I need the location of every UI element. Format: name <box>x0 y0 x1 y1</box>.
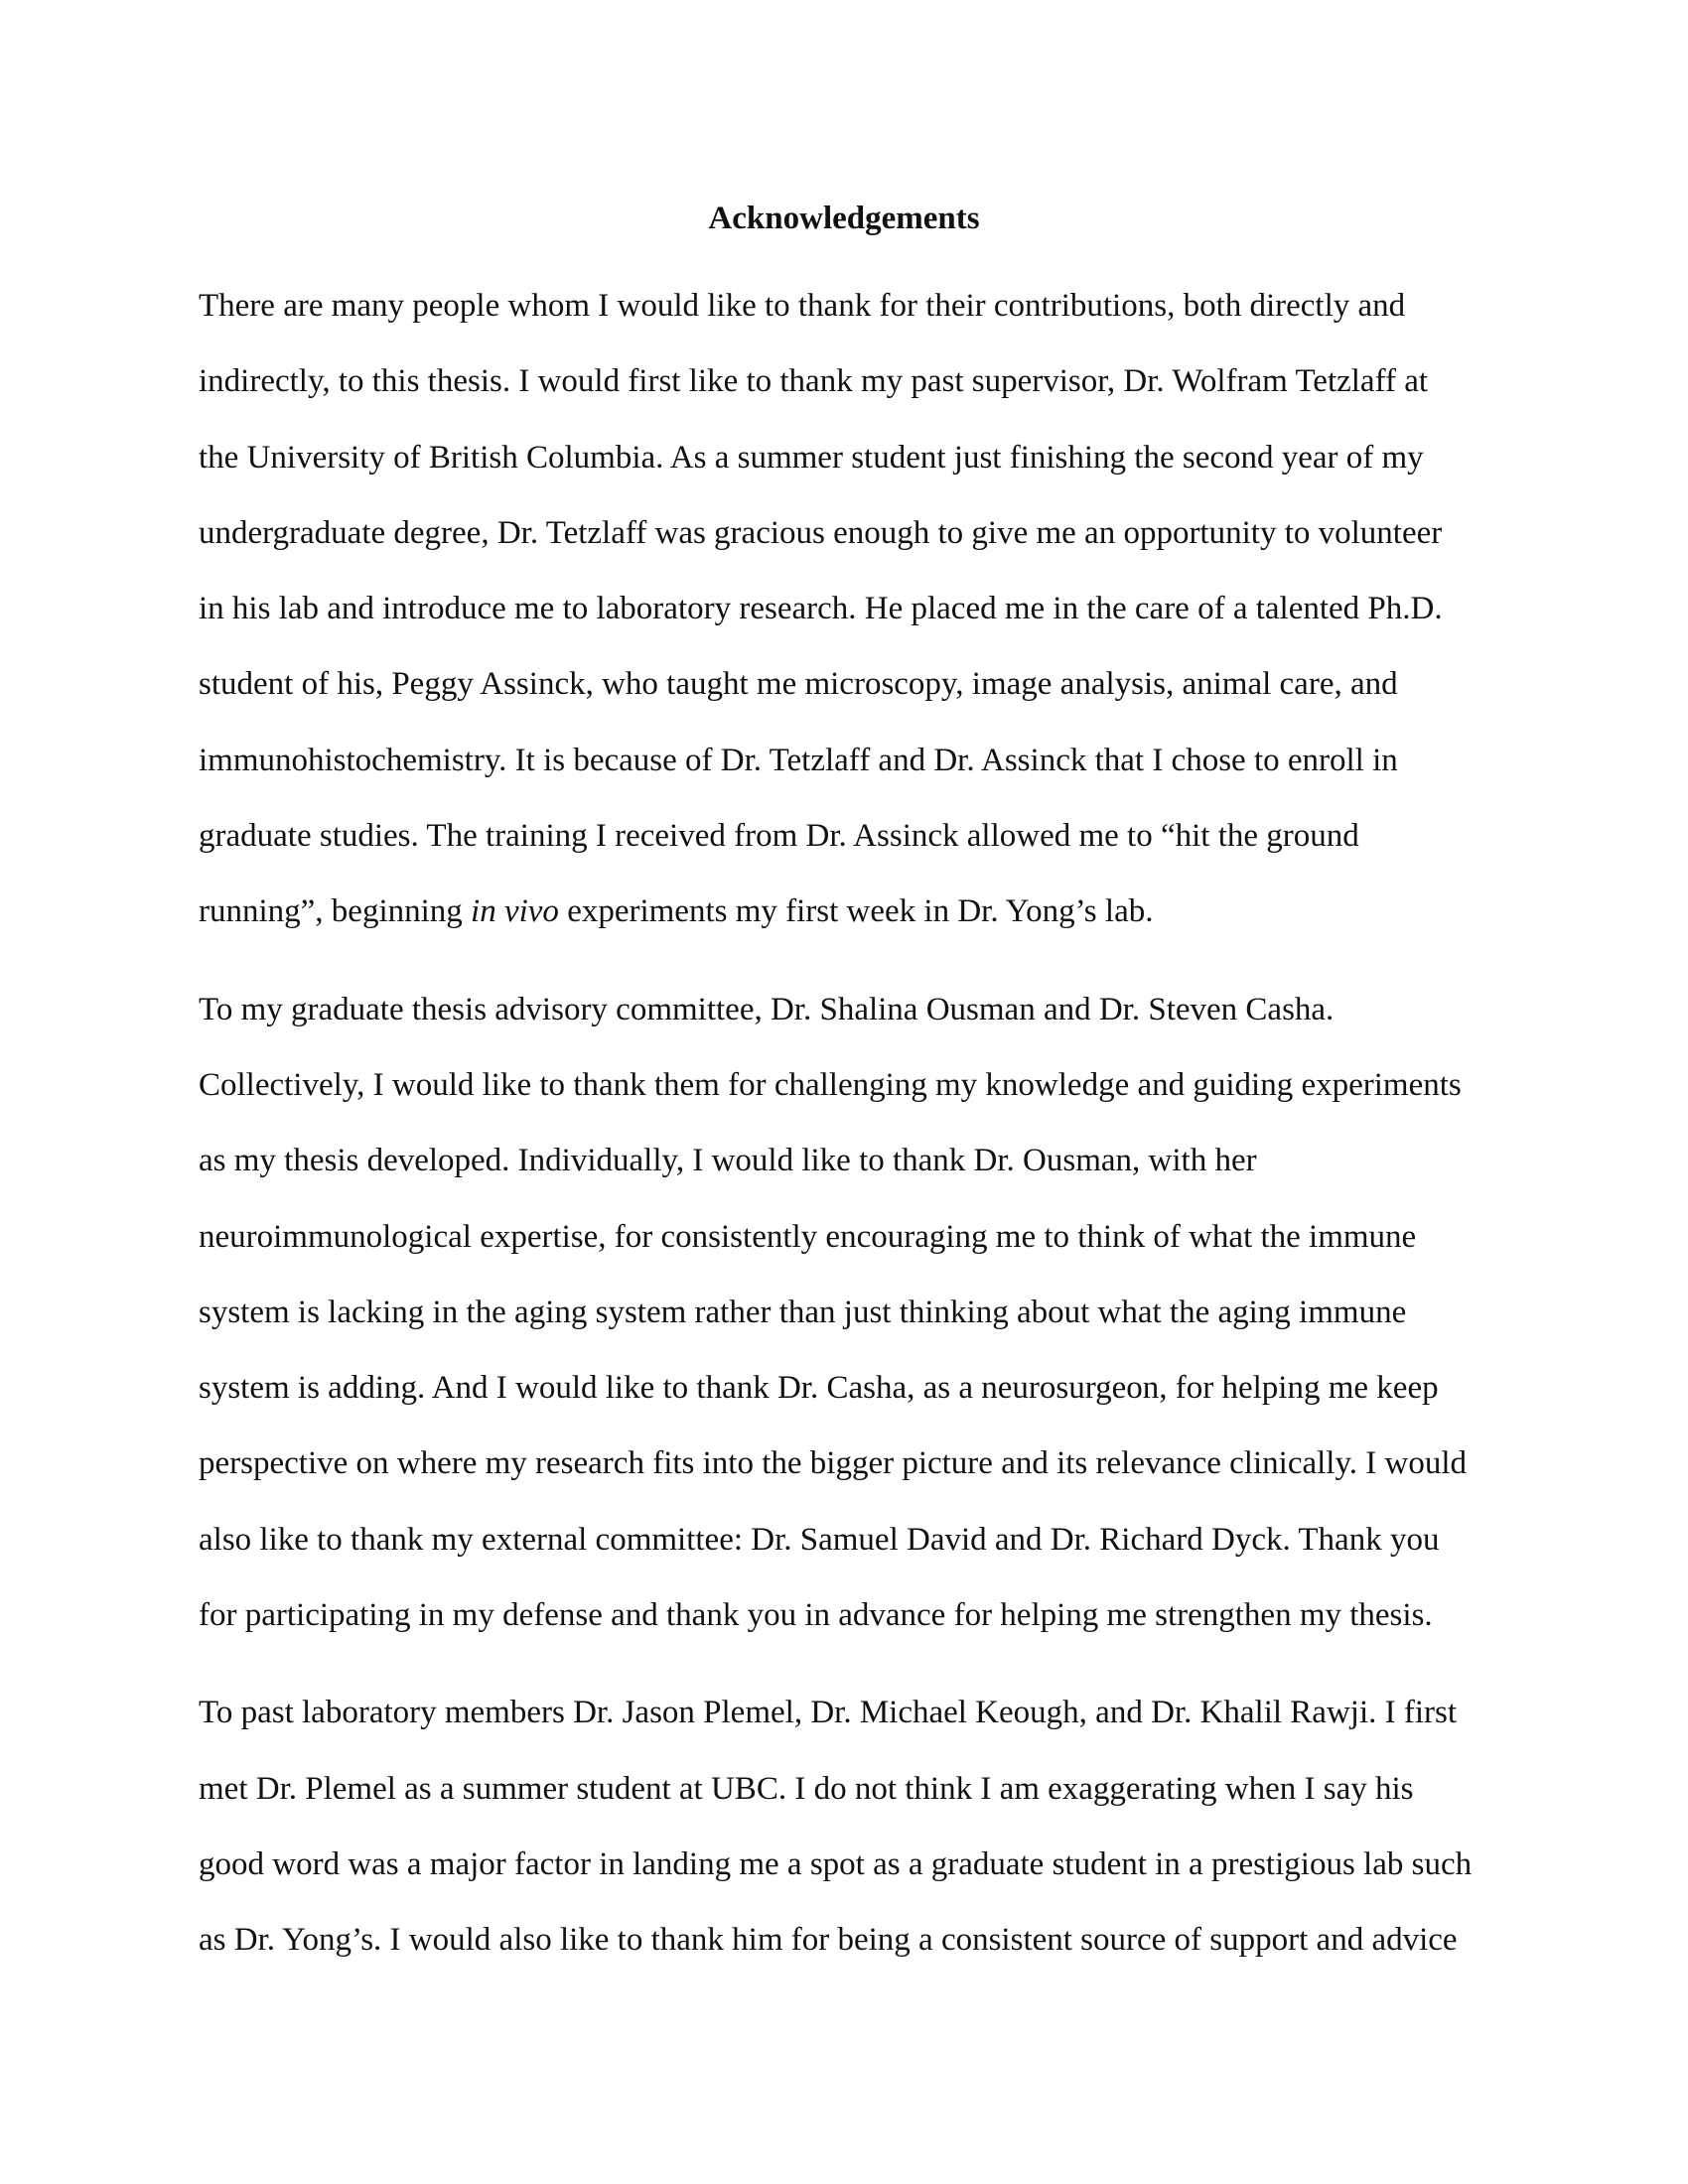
text-line: system is adding. And I would like to thank Dr. Casha, as a neurosurgeon, for helping me keep <box>199 1370 1439 1407</box>
paragraph-spacer <box>199 950 1489 972</box>
text-line: the University of British Columbia. As a summer student just finishing the second year of my <box>199 439 1424 476</box>
text-line: neuroimmunological expertise, for consistently encouraging me to think of what the immune <box>199 1218 1417 1255</box>
text-line: also like to thank my external committee: Dr. Samuel David and Dr. Richard Dyck. Thank you <box>199 1521 1440 1558</box>
text-line: Collectively, I would like to thank them for challenging my knowledge and guiding experiments <box>199 1066 1462 1103</box>
paragraph-1 <box>199 268 1489 950</box>
text-line: There are many people whom I would like to thank for their contributions, both directly and <box>199 288 1406 324</box>
text-line: as my thesis developed. Individually, I would like to thank Dr. Ousman, with her <box>199 1143 1257 1179</box>
document-body <box>199 268 1489 1979</box>
text-line: graduate studies. The training I received from Dr. Assinck allowed me to “hit the ground <box>199 818 1359 855</box>
paragraph-spacer <box>199 1653 1489 1675</box>
text-line: good word was a major factor in landing me a spot as a graduate student in a prestigious lab such <box>199 1845 1473 1882</box>
text-line: To past laboratory members Dr. Jason Plemel, Dr. Michael Keough, and Dr. Khalil Rawji. I first <box>199 1695 1458 1731</box>
text-line <box>199 874 1489 949</box>
text-line: undergraduate degree, Dr. Tetzlaff was gracious enough to give me an opportunity to volunteer <box>199 514 1443 551</box>
text-line: met Dr. Plemel as a summer student at UBC. I do not think I am exaggerating when I say his <box>199 1770 1414 1807</box>
page-title: Acknowledgements <box>708 201 980 236</box>
text-line: To my graduate thesis advisory committee, Dr. Shalina Ousman and Dr. Steven Casha. <box>199 991 1335 1027</box>
paragraph-2 <box>199 972 1489 1654</box>
text-line: student of his, Peggy Assinck, who taught me microscopy, image analysis, animal care, and <box>199 666 1398 703</box>
text-line: as Dr. Yong’s. I would also like to thank him for being a consistent source of support and advice <box>199 1922 1458 1959</box>
paragraph-3 <box>199 1675 1489 1978</box>
italic-term: in vivo <box>471 893 559 930</box>
text-line: system is lacking in the aging system rather than just thinking about what the aging immune <box>199 1294 1407 1330</box>
text-line: immunohistochemistry. It is because of Dr. Tetzlaff and Dr. Assinck that I chose to enroll in <box>199 742 1398 778</box>
text-segment: running”, beginning <box>199 893 472 930</box>
text-line: perspective on where my research fits into the bigger picture and its relevance clinically. I would <box>199 1445 1468 1482</box>
text-segment: experiments my first week in Dr. Yong’s lab. <box>558 893 1154 930</box>
text-line: indirectly, to this thesis. I would first like to thank my past supervisor, Dr. Wolfram Tetzlaff at <box>199 363 1429 400</box>
text-line: for participating in my defense and thank you in advance for helping me strengthen my thesis. <box>199 1597 1433 1634</box>
text-line: in his lab and introduce me to laboratory research. He placed me in the care of a talented Ph.D. <box>199 591 1443 627</box>
